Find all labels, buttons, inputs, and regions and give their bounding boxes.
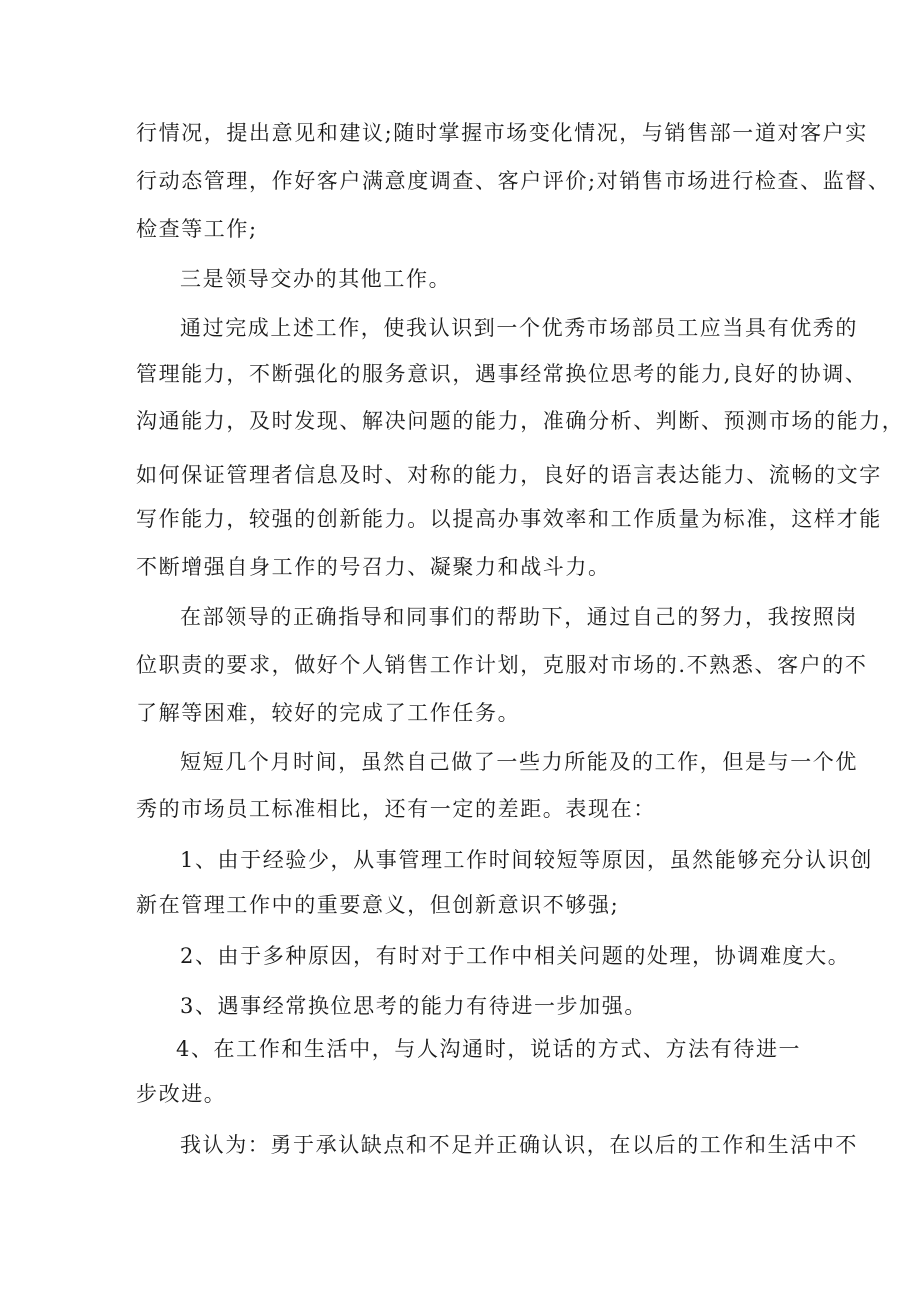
- text-line: 三是领导交办的其他工作。: [180, 267, 452, 291]
- text-line: 秀的市场员工标准相比，还有一定的差距。表现在：: [136, 797, 656, 821]
- list-item: 4、在工作和生活中，与人沟通时，说话的方式、方法有待进一: [176, 1037, 802, 1061]
- text-line: 短短几个月时间，虽然自己做了一些力所能及的工作，但是与一个优: [180, 750, 858, 774]
- text-line: 如何保证管理者信息及时、对称的能力，良好的语言表达能力、流畅的文字: [136, 463, 882, 487]
- text-line: 检查等工作;: [136, 217, 258, 241]
- text-line: 在部领导的正确指导和同事们的帮助下，通过自己的努力，我按照岗: [180, 605, 858, 629]
- text-line: 管理能力，不断强化的服务意识，遇事经常换位思考的能力,良好的协调、: [136, 362, 868, 386]
- list-item: 2、由于多种原因，有时对于工作中相关问题的处理，协调难度大。: [180, 944, 851, 968]
- text-line: 行动态管理，作好客户满意度调查、客户评价;对销售市场进行检查、监督、: [136, 169, 891, 193]
- text-line: 了解等困难，较好的完成了工作任务。: [136, 701, 521, 725]
- text-line: 我认为：勇于承认缺点和不足并正确认识，在以后的工作和生活中不: [180, 1133, 858, 1157]
- list-item: 1、由于经验少，从事管理工作时间较短等原因，虽然能够充分认识创: [180, 848, 873, 872]
- list-item: 3、遇事经常换位思考的能力有待进一步加强。: [180, 994, 647, 1018]
- text-line: 沟通能力，及时发现、解决问题的能力，准确分析、判断、预测市场的能力，: [136, 409, 905, 433]
- text-line: 行情况，提出意见和建议;随时掌握市场变化情况，与销售部一道对客户实: [136, 121, 868, 145]
- text-line: 新在管理工作中的重要意义，但创新意识不够强;: [136, 893, 620, 917]
- text-line: 位职责的要求，做好个人销售工作计划，克服对市场的.不熟悉、客户的不: [136, 653, 868, 677]
- text-line: 步改进。: [136, 1082, 227, 1106]
- text-line: 不断增强自身工作的号召力、凝聚力和战斗力。: [136, 555, 611, 579]
- text-line: 写作能力，较强的创新能力。以提高办事效率和工作质量为标准，这样才能: [136, 507, 882, 531]
- text-line: 通过完成上述工作，使我认识到一个优秀市场部员工应当具有优秀的: [180, 316, 858, 340]
